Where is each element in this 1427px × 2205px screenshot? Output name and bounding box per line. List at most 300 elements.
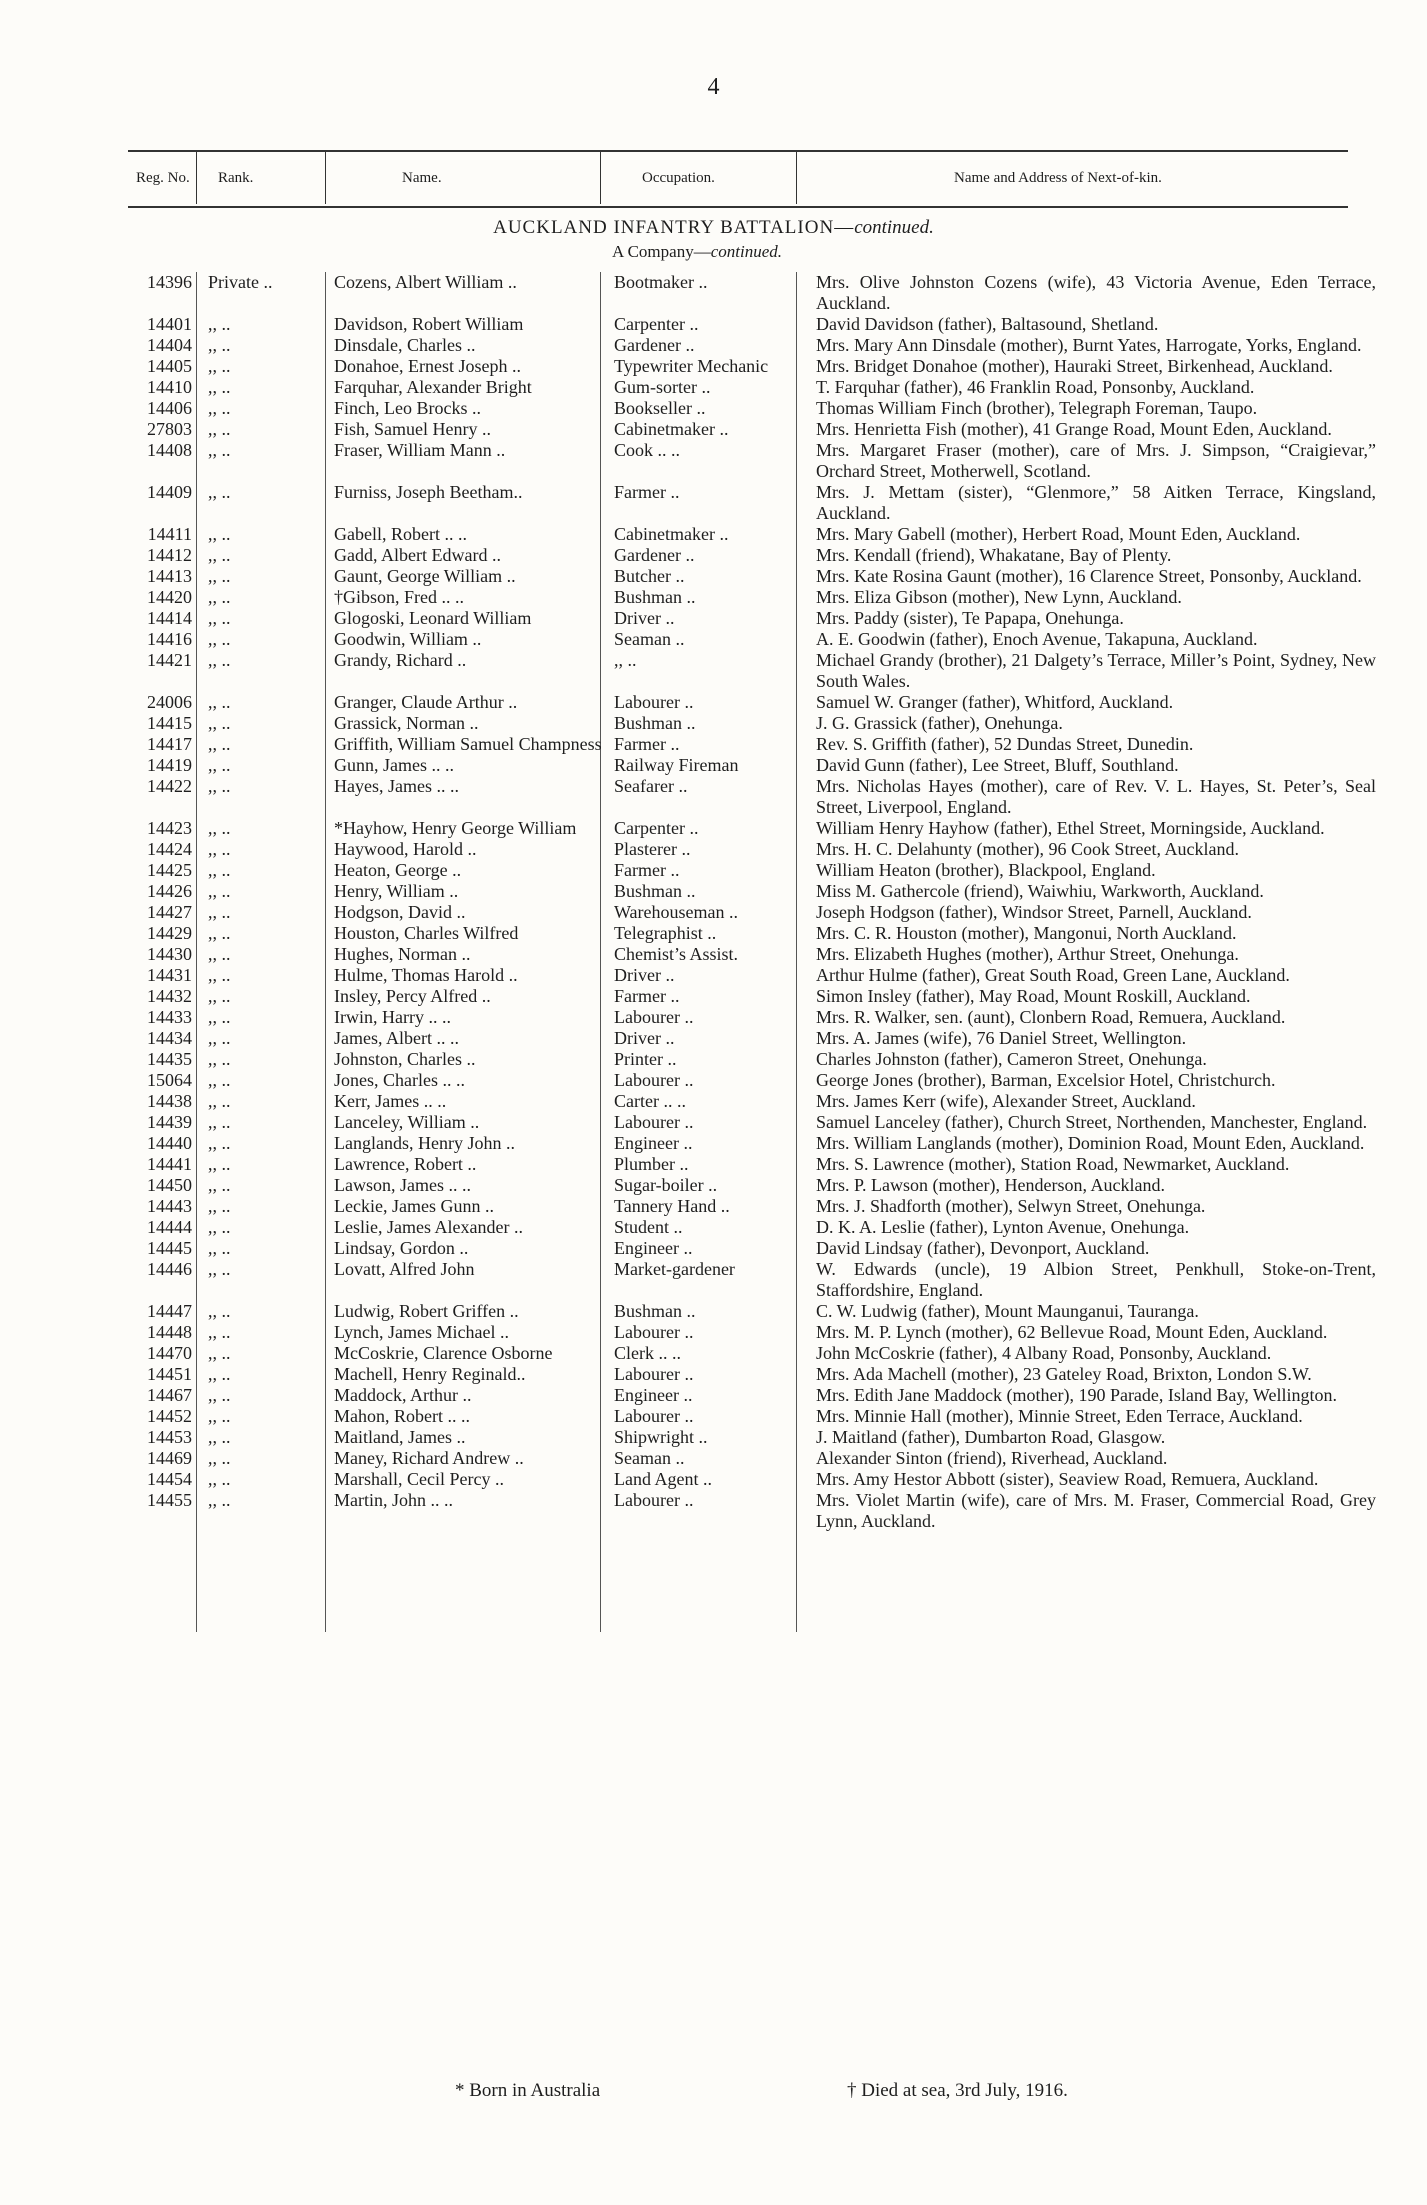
reg-no-cell: 14469 — [147, 1448, 192, 1468]
rank-cell: ,, .. — [208, 1070, 231, 1090]
name-cell: *Hayhow, Henry George William — [334, 818, 577, 838]
rank-cell: ,, .. — [208, 629, 231, 649]
occupation-cell: Plasterer .. — [614, 839, 691, 859]
table-row — [118, 524, 1378, 545]
reg-no-cell: 14438 — [147, 1091, 192, 1111]
next-of-kin-cell: Mrs. Bridget Donahoe (mother), Hauraki Street, Birkenhead, Auckland. — [816, 356, 1333, 376]
reg-no-cell: 14427 — [147, 902, 192, 922]
name-cell: Lynch, James Michael .. — [334, 1322, 509, 1342]
occupation-cell: Clerk .. .. — [614, 1343, 681, 1363]
table-row — [118, 482, 1378, 524]
name-cell: Lindsay, Gordon .. — [334, 1238, 469, 1258]
reg-no-cell: 14447 — [147, 1301, 192, 1321]
reg-no-cell: 14423 — [147, 818, 192, 838]
occupation-cell: Bushman .. — [614, 881, 696, 901]
reg-no-cell: 14433 — [147, 1007, 192, 1027]
reg-no-cell: 14430 — [147, 944, 192, 964]
reg-no-cell: 14416 — [147, 629, 192, 649]
section-title-suffix: continued. — [854, 217, 934, 238]
next-of-kin-cell: Mrs. Margaret Fraser (mother), care of Mrs. J. Simpson, “Craigievar,” Orchard Street, Motherwell, Scotland. — [816, 440, 1376, 481]
name-cell: Leckie, James Gunn .. — [334, 1196, 494, 1216]
table-row — [118, 398, 1378, 419]
next-of-kin-cell: Samuel W. Granger (father), Whitford, Auckland. — [816, 692, 1174, 712]
table-row — [118, 1049, 1378, 1070]
column-header-rank: Rank. — [218, 170, 254, 186]
table-row — [118, 734, 1378, 755]
next-of-kin-cell: Joseph Hodgson (father), Windsor Street, Parnell, Auckland. — [816, 902, 1252, 922]
reg-no-cell: 14454 — [147, 1469, 192, 1489]
roll-table-body — [118, 272, 1378, 1532]
occupation-cell: Plumber .. — [614, 1154, 689, 1174]
table-row — [118, 1322, 1378, 1343]
table-row — [118, 566, 1378, 587]
rank-cell: ,, .. — [208, 440, 231, 460]
table-row — [118, 356, 1378, 377]
occupation-cell: Labourer .. — [614, 1364, 694, 1384]
occupation-cell: Labourer .. — [614, 692, 694, 712]
name-cell: Grandy, Richard .. — [334, 650, 467, 670]
name-cell: Davidson, Robert William — [334, 314, 524, 334]
next-of-kin-cell: Mrs. Mary Gabell (mother), Herbert Road, Mount Eden, Auckland. — [816, 524, 1301, 544]
occupation-cell: Bushman .. — [614, 587, 696, 607]
next-of-kin-cell: C. W. Ludwig (father), Mount Maunganui, Tauranga. — [816, 1301, 1199, 1321]
table-row — [118, 965, 1378, 986]
occupation-cell: Railway Fireman — [614, 755, 739, 775]
rank-cell: ,, .. — [208, 545, 231, 565]
occupation-cell: Printer .. — [614, 1049, 677, 1069]
occupation-cell: Engineer .. — [614, 1133, 693, 1153]
rank-cell: ,, .. — [208, 1028, 231, 1048]
reg-no-cell: 14411 — [147, 524, 192, 544]
name-cell: Goodwin, William .. — [334, 629, 482, 649]
next-of-kin-cell: John McCoskrie (father), 4 Albany Road, Ponsonby, Auckland. — [816, 1343, 1272, 1363]
table-row — [118, 1028, 1378, 1049]
next-of-kin-cell: Mrs. Nicholas Hayes (mother), care of Rev. V. L. Hayes, St. Peter’s, Seal Street, Liverpool, England. — [816, 776, 1376, 817]
name-cell: †Gibson, Fred .. .. — [334, 587, 464, 607]
table-row — [118, 860, 1378, 881]
next-of-kin-cell: Mrs. Paddy (sister), Te Papapa, Onehunga. — [816, 608, 1124, 628]
name-cell: Lawrence, Robert .. — [334, 1154, 477, 1174]
next-of-kin-cell: David Davidson (father), Baltasound, Shetland. — [816, 314, 1159, 334]
name-cell: Henry, William .. — [334, 881, 459, 901]
rank-cell: ,, .. — [208, 1154, 231, 1174]
subsection-title-text: A Company — [612, 242, 694, 261]
name-cell: Donahoe, Ernest Joseph .. — [334, 356, 521, 376]
rank-cell: Private .. — [208, 272, 273, 292]
table-row — [118, 314, 1378, 335]
rank-cell: ,, .. — [208, 524, 231, 544]
footnote-died-at-sea: † Died at sea, 3rd July, 1916. — [847, 2080, 1068, 2101]
table-row — [118, 419, 1378, 440]
table-row — [118, 629, 1378, 650]
table-row — [118, 1070, 1378, 1091]
table-row — [118, 1364, 1378, 1385]
table-row — [118, 818, 1378, 839]
name-cell: Houston, Charles Wilfred — [334, 923, 519, 943]
reg-no-cell: 14435 — [147, 1049, 192, 1069]
name-cell: Gunn, James .. .. — [334, 755, 454, 775]
reg-no-cell: 14396 — [147, 272, 192, 292]
occupation-cell: Typewriter Mechanic — [614, 356, 769, 376]
reg-no-cell: 14417 — [147, 734, 192, 754]
occupation-cell: Cabinetmaker .. — [614, 524, 729, 544]
next-of-kin-cell: A. E. Goodwin (father), Enoch Avenue, Takapuna, Auckland. — [816, 629, 1258, 649]
occupation-cell: Cook .. .. — [614, 440, 681, 460]
next-of-kin-cell: Mrs. P. Lawson (mother), Henderson, Auckland. — [816, 1175, 1165, 1195]
next-of-kin-cell: Mrs. James Kerr (wife), Alexander Street, Auckland. — [816, 1091, 1196, 1111]
rank-cell: ,, .. — [208, 776, 231, 796]
reg-no-cell: 14405 — [147, 356, 192, 376]
table-row — [118, 1343, 1378, 1364]
reg-no-cell: 14467 — [147, 1385, 192, 1405]
rank-cell: ,, .. — [208, 377, 231, 397]
table-row — [118, 881, 1378, 902]
occupation-cell: Farmer .. — [614, 986, 680, 1006]
name-cell: Fish, Samuel Henry .. — [334, 419, 491, 439]
rank-cell: ,, .. — [208, 398, 231, 418]
occupation-cell: Labourer .. — [614, 1490, 694, 1510]
rank-cell: ,, .. — [208, 1238, 231, 1258]
reg-no-cell: 14414 — [147, 608, 192, 628]
name-cell: McCoskrie, Clarence Osborne — [334, 1343, 553, 1363]
table-row — [118, 713, 1378, 734]
rank-cell: ,, .. — [208, 755, 231, 775]
name-cell: Farquhar, Alexander Bright — [334, 377, 532, 397]
name-cell: Ludwig, Robert Griffen .. — [334, 1301, 519, 1321]
occupation-cell: Market-gardener — [614, 1259, 735, 1279]
next-of-kin-cell: Michael Grandy (brother), 21 Dalgety’s Terrace, Miller’s Point, Sydney, New South Wales. — [816, 650, 1376, 691]
next-of-kin-cell: Mrs. Violet Martin (wife), care of Mrs. M. Fraser, Commercial Road, Grey Lynn, Auckland. — [816, 1490, 1376, 1531]
next-of-kin-cell: Mrs. R. Walker, sen. (aunt), Clonbern Road, Remuera, Auckland. — [816, 1007, 1286, 1027]
reg-no-cell: 14426 — [147, 881, 192, 901]
occupation-cell: Labourer .. — [614, 1007, 694, 1027]
table-row — [118, 1259, 1378, 1301]
rank-cell: ,, .. — [208, 650, 231, 670]
reg-no-cell: 14445 — [147, 1238, 192, 1258]
table-row — [118, 440, 1378, 482]
occupation-cell: Bootmaker .. — [614, 272, 708, 292]
reg-no-cell: 14452 — [147, 1406, 192, 1426]
next-of-kin-cell: Thomas William Finch (brother), Telegraph Foreman, Taupo. — [816, 398, 1258, 418]
table-row — [118, 1469, 1378, 1490]
name-cell: Hayes, James .. .. — [334, 776, 459, 796]
table-row — [118, 776, 1378, 818]
page-number: 4 — [707, 74, 720, 100]
name-cell: Glogoski, Leonard William — [334, 608, 532, 628]
table-row — [118, 1406, 1378, 1427]
reg-no-cell: 14404 — [147, 335, 192, 355]
header-divider — [796, 150, 797, 204]
name-cell: Grassick, Norman .. — [334, 713, 479, 733]
reg-no-cell: 14431 — [147, 965, 192, 985]
table-row — [118, 1133, 1378, 1154]
column-header-occupation: Occupation. — [642, 170, 715, 186]
name-cell: Gaunt, George William .. — [334, 566, 516, 586]
occupation-cell: Seaman .. — [614, 629, 685, 649]
table-row — [118, 1091, 1378, 1112]
rank-cell: ,, .. — [208, 1112, 231, 1132]
occupation-cell: Student .. — [614, 1217, 683, 1237]
name-cell: Fraser, William Mann .. — [334, 440, 506, 460]
next-of-kin-cell: Mrs. Amy Hestor Abbott (sister), Seaview Road, Remuera, Auckland. — [816, 1469, 1319, 1489]
section-title: AUCKLAND INFANTRY BATTALION—continued. — [493, 217, 934, 238]
name-cell: Leslie, James Alexander .. — [334, 1217, 523, 1237]
next-of-kin-cell: Mrs. J. Shadforth (mother), Selwyn Street, Onehunga. — [816, 1196, 1206, 1216]
rank-cell: ,, .. — [208, 1007, 231, 1027]
table-row — [118, 1301, 1378, 1322]
occupation-cell: Bushman .. — [614, 713, 696, 733]
table-row — [118, 1175, 1378, 1196]
reg-no-cell: 14424 — [147, 839, 192, 859]
occupation-cell: Shipwright .. — [614, 1427, 708, 1447]
next-of-kin-cell: Mrs. Kate Rosina Gaunt (mother), 16 Clarence Street, Ponsonby, Auckland. — [816, 566, 1362, 586]
next-of-kin-cell: Charles Johnston (father), Cameron Street, Onehunga. — [816, 1049, 1207, 1069]
rank-cell: ,, .. — [208, 1490, 231, 1510]
reg-no-cell: 15064 — [147, 1070, 192, 1090]
next-of-kin-cell: Mrs. J. Mettam (sister), “Glenmore,” 58 Aitken Terrace, Kingsland, Auckland. — [816, 482, 1376, 523]
name-cell: Marshall, Cecil Percy .. — [334, 1469, 504, 1489]
rank-cell: ,, .. — [208, 944, 231, 964]
table-row — [118, 587, 1378, 608]
occupation-cell: Land Agent .. — [614, 1469, 712, 1489]
next-of-kin-cell: David Gunn (father), Lee Street, Bluff, Southland. — [816, 755, 1179, 775]
table-row — [118, 1217, 1378, 1238]
header-divider — [600, 150, 601, 204]
next-of-kin-cell: Mrs. Eliza Gibson (mother), New Lynn, Auckland. — [816, 587, 1182, 607]
occupation-cell: Labourer .. — [614, 1112, 694, 1132]
table-row — [118, 1154, 1378, 1175]
header-divider — [196, 150, 197, 204]
rank-cell: ,, .. — [208, 608, 231, 628]
reg-no-cell: 14439 — [147, 1112, 192, 1132]
occupation-cell: Seafarer .. — [614, 776, 688, 796]
name-cell: Insley, Percy Alfred .. — [334, 986, 491, 1006]
name-cell: Irwin, Harry .. .. — [334, 1007, 451, 1027]
next-of-kin-cell: Miss M. Gathercole (friend), Waiwhiu, Warkworth, Auckland. — [816, 881, 1264, 901]
next-of-kin-cell: Alexander Sinton (friend), Riverhead, Auckland. — [816, 1448, 1168, 1468]
name-cell: Gabell, Robert .. .. — [334, 524, 467, 544]
next-of-kin-cell: T. Farquhar (father), 46 Franklin Road, Ponsonby, Auckland. — [816, 377, 1255, 397]
next-of-kin-cell: Mrs. S. Lawrence (mother), Station Road, Newmarket, Auckland. — [816, 1154, 1290, 1174]
table-row — [118, 902, 1378, 923]
reg-no-cell: 14470 — [147, 1343, 192, 1363]
table-row — [118, 377, 1378, 398]
name-cell: Mahon, Robert .. .. — [334, 1406, 470, 1426]
next-of-kin-cell: George Jones (brother), Barman, Excelsior Hotel, Christchurch. — [816, 1070, 1276, 1090]
name-cell: Haywood, Harold .. — [334, 839, 477, 859]
occupation-cell: Carter .. .. — [614, 1091, 686, 1111]
occupation-cell: Carpenter .. — [614, 818, 699, 838]
reg-no-cell: 14412 — [147, 545, 192, 565]
reg-no-cell: 14408 — [147, 440, 192, 460]
next-of-kin-cell: Mrs. Elizabeth Hughes (mother), Arthur Street, Onehunga. — [816, 944, 1239, 964]
table-row — [118, 1385, 1378, 1406]
reg-no-cell: 14422 — [147, 776, 192, 796]
next-of-kin-cell: David Lindsay (father), Devonport, Auckland. — [816, 1238, 1150, 1258]
table-row — [118, 1007, 1378, 1028]
header-divider — [325, 150, 326, 204]
table-row — [118, 1448, 1378, 1469]
name-cell: Kerr, James .. .. — [334, 1091, 447, 1111]
name-cell: Hulme, Thomas Harold .. — [334, 965, 518, 985]
next-of-kin-cell: Mrs. Minnie Hall (mother), Minnie Street, Eden Terrace, Auckland. — [816, 1406, 1303, 1426]
occupation-cell: Driver .. — [614, 965, 675, 985]
reg-no-cell: 14434 — [147, 1028, 192, 1048]
name-cell: Langlands, Henry John .. — [334, 1133, 515, 1153]
table-row — [118, 1112, 1378, 1133]
next-of-kin-cell: J. G. Grassick (father), Onehunga. — [816, 713, 1063, 733]
reg-no-cell: 14406 — [147, 398, 192, 418]
occupation-cell: ,, .. — [614, 650, 637, 670]
reg-no-cell: 14425 — [147, 860, 192, 880]
rank-cell: ,, .. — [208, 1406, 231, 1426]
reg-no-cell: 14443 — [147, 1196, 192, 1216]
rank-cell: ,, .. — [208, 860, 231, 880]
rank-cell: ,, .. — [208, 986, 231, 1006]
rank-cell: ,, .. — [208, 881, 231, 901]
reg-no-cell: 14409 — [147, 482, 192, 502]
footnote-born-australia: * Born in Australia — [455, 2080, 601, 2101]
name-cell: Lawson, James .. .. — [334, 1175, 471, 1195]
next-of-kin-cell: Mrs. Henrietta Fish (mother), 41 Grange Road, Mount Eden, Auckland. — [816, 419, 1332, 439]
name-cell: Machell, Henry Reginald.. — [334, 1364, 526, 1384]
name-cell: Cozens, Albert William .. — [334, 272, 517, 292]
occupation-cell: Bushman .. — [614, 1301, 696, 1321]
rank-cell: ,, .. — [208, 314, 231, 334]
occupation-cell: Butcher .. — [614, 566, 685, 586]
next-of-kin-cell: Mrs. Olive Johnston Cozens (wife), 43 Victoria Avenue, Eden Terrace, Auckland. — [816, 272, 1376, 313]
occupation-cell: Sugar-boiler .. — [614, 1175, 718, 1195]
name-cell: Martin, John .. .. — [334, 1490, 453, 1510]
rank-cell: ,, .. — [208, 818, 231, 838]
reg-no-cell: 14451 — [147, 1364, 192, 1384]
rank-cell: ,, .. — [208, 1343, 231, 1363]
rank-cell: ,, .. — [208, 356, 231, 376]
next-of-kin-cell: Simon Insley (father), May Road, Mount Roskill, Auckland. — [816, 986, 1251, 1006]
reg-no-cell: 14450 — [147, 1175, 192, 1195]
name-cell: Gadd, Albert Edward .. — [334, 545, 501, 565]
column-header-next-of-kin: Name and Address of Next-of-kin. — [954, 170, 1162, 186]
rank-cell: ,, .. — [208, 923, 231, 943]
table-row — [118, 335, 1378, 356]
name-cell: Maney, Richard Andrew .. — [334, 1448, 524, 1468]
occupation-cell: Farmer .. — [614, 734, 680, 754]
table-row — [118, 986, 1378, 1007]
name-cell: Jones, Charles .. .. — [334, 1070, 465, 1090]
rank-cell: ,, .. — [208, 902, 231, 922]
rank-cell: ,, .. — [208, 482, 231, 502]
table-row — [118, 1427, 1378, 1448]
next-of-kin-cell: William Heaton (brother), Blackpool, England. — [816, 860, 1156, 880]
column-header-reg-no: Reg. No. — [136, 170, 190, 186]
occupation-cell: Farmer .. — [614, 860, 680, 880]
occupation-cell: Labourer .. — [614, 1070, 694, 1090]
reg-no-cell: 14410 — [147, 377, 192, 397]
next-of-kin-cell: Rev. S. Griffith (father), 52 Dundas Street, Dunedin. — [816, 734, 1194, 754]
reg-no-cell: 14440 — [147, 1133, 192, 1153]
table-row — [118, 650, 1378, 692]
rank-cell: ,, .. — [208, 692, 231, 712]
rank-cell: ,, .. — [208, 1259, 231, 1279]
next-of-kin-cell: Mrs. C. R. Houston (mother), Mangonui, North Auckland. — [816, 923, 1237, 943]
rank-cell: ,, .. — [208, 587, 231, 607]
column-header-name: Name. — [402, 170, 442, 186]
subsection-title: A Company—continued. — [612, 242, 782, 261]
next-of-kin-cell: Mrs. Kendall (friend), Whakatane, Bay of Plenty. — [816, 545, 1172, 565]
occupation-cell: Telegraphist .. — [614, 923, 717, 943]
next-of-kin-cell: W. Edwards (uncle), 19 Albion Street, Penkhull, Stoke-on-Trent, Staffordshire, England. — [816, 1259, 1376, 1300]
next-of-kin-cell: Mrs. M. P. Lynch (mother), 62 Bellevue Road, Mount Eden, Auckland. — [816, 1322, 1328, 1342]
reg-no-cell: 14413 — [147, 566, 192, 586]
rank-cell: ,, .. — [208, 335, 231, 355]
name-cell: Furniss, Joseph Beetham.. — [334, 482, 523, 502]
table-row — [118, 1238, 1378, 1259]
name-cell: Griffith, William Samuel Champness — [334, 734, 602, 754]
reg-no-cell: 14455 — [147, 1490, 192, 1510]
table-header — [128, 150, 1348, 208]
occupation-cell: Bookseller .. — [614, 398, 706, 418]
next-of-kin-cell: D. K. A. Leslie (father), Lynton Avenue, Onehunga. — [816, 1217, 1190, 1237]
occupation-cell: Labourer .. — [614, 1406, 694, 1426]
rank-cell: ,, .. — [208, 839, 231, 859]
reg-no-cell: 14446 — [147, 1259, 192, 1279]
reg-no-cell: 27803 — [147, 419, 192, 439]
name-cell: Dinsdale, Charles .. — [334, 335, 476, 355]
rank-cell: ,, .. — [208, 1427, 231, 1447]
table-row — [118, 923, 1378, 944]
reg-no-cell: 14415 — [147, 713, 192, 733]
occupation-cell: Labourer .. — [614, 1322, 694, 1342]
next-of-kin-cell: Mrs. A. James (wife), 76 Daniel Street, Wellington. — [816, 1028, 1187, 1048]
occupation-cell: Carpenter .. — [614, 314, 699, 334]
rank-cell: ,, .. — [208, 1091, 231, 1111]
occupation-cell: Gum-sorter .. — [614, 377, 711, 397]
occupation-cell: Gardener .. — [614, 335, 695, 355]
occupation-cell: Tannery Hand .. — [614, 1196, 730, 1216]
next-of-kin-cell: Arthur Hulme (father), Great South Road, Green Lane, Auckland. — [816, 965, 1290, 985]
name-cell: Hodgson, David .. — [334, 902, 466, 922]
reg-no-cell: 14448 — [147, 1322, 192, 1342]
next-of-kin-cell: Mrs. Edith Jane Maddock (mother), 190 Parade, Island Bay, Wellington. — [816, 1385, 1337, 1405]
reg-no-cell: 14419 — [147, 755, 192, 775]
table-row — [118, 545, 1378, 566]
rank-cell: ,, .. — [208, 1301, 231, 1321]
occupation-cell: Cabinetmaker .. — [614, 419, 729, 439]
table-row — [118, 272, 1378, 314]
name-cell: Maitland, James .. — [334, 1427, 466, 1447]
occupation-cell: Engineer .. — [614, 1385, 693, 1405]
name-cell: Heaton, George .. — [334, 860, 462, 880]
next-of-kin-cell: J. Maitland (father), Dumbarton Road, Glasgow. — [816, 1427, 1166, 1447]
occupation-cell: Driver .. — [614, 608, 675, 628]
reg-no-cell: 24006 — [147, 692, 192, 712]
next-of-kin-cell: William Henry Hayhow (father), Ethel Street, Morningside, Auckland. — [816, 818, 1325, 838]
next-of-kin-cell: Mrs. H. C. Delahunty (mother), 96 Cook Street, Auckland. — [816, 839, 1239, 859]
table-row — [118, 692, 1378, 713]
rank-cell: ,, .. — [208, 965, 231, 985]
name-cell: James, Albert .. .. — [334, 1028, 459, 1048]
rank-cell: ,, .. — [208, 713, 231, 733]
reg-no-cell: 14429 — [147, 923, 192, 943]
next-of-kin-cell: Mrs. Mary Ann Dinsdale (mother), Burnt Yates, Harrogate, Yorks, England. — [816, 335, 1362, 355]
rank-cell: ,, .. — [208, 566, 231, 586]
table-row — [118, 1196, 1378, 1217]
rank-cell: ,, .. — [208, 1448, 231, 1468]
occupation-cell: Seaman .. — [614, 1448, 685, 1468]
rank-cell: ,, .. — [208, 1049, 231, 1069]
section-title-text: AUCKLAND INFANTRY BATTALION — [493, 217, 835, 238]
reg-no-cell: 14420 — [147, 587, 192, 607]
